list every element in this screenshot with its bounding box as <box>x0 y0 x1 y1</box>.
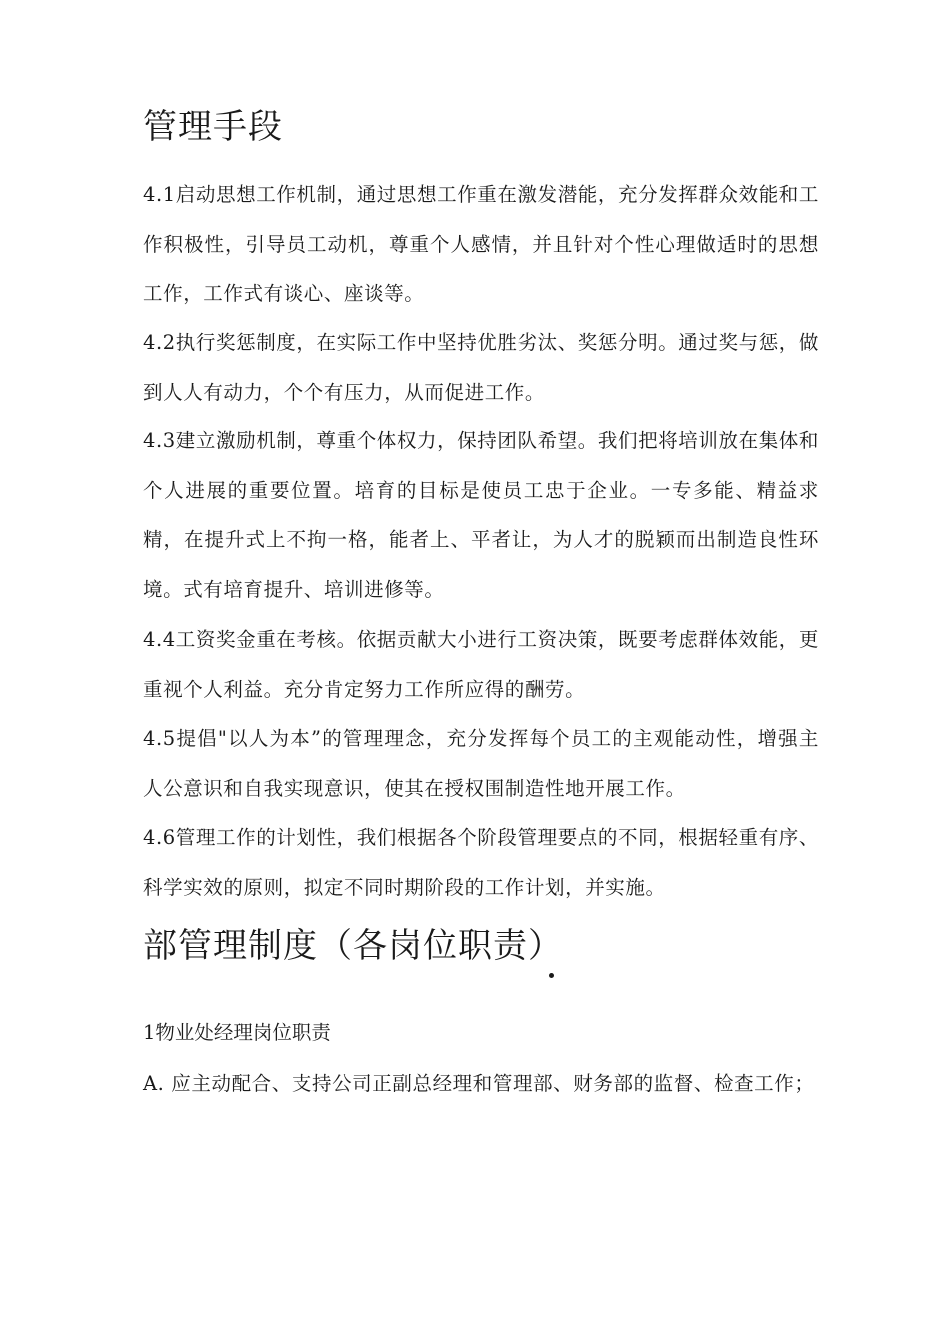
duty-item-a: A. 应主动配合、支持公司正副总经理和管理部、财务部的监督、检查工作； <box>143 1072 815 1095</box>
bullet-dot <box>549 973 554 978</box>
paragraph-4-3: 4.3建立激励机制，尊重个体权力，保持团队希望。我们把将培训放在集体和个人进展的重要位置。培育的目标是使员工忠于企业。一专多能、精益求精，在提升式上不拘一格，能者上、平者让，为人才的脱颖而出制造良性环境。式有培育提升、培训进修等。 <box>143 429 820 601</box>
subsection-title-manager-duties: 1物业处经理岗位职责 <box>143 1021 331 1044</box>
section-title-management-means: 管理手段 <box>143 107 283 147</box>
section-title-department-rules: 部管理制度（各岗位职责） <box>143 926 563 966</box>
paragraph-4-1: 4.1启动思想工作机制，通过思想工作重在激发潜能，充分发挥群众效能和工作积极性，引导员工动机，尊重个人感情，并且针对个性心理做适时的思想工作，工作式有谈心、座谈等。 <box>143 183 820 306</box>
paragraph-4-4: 4.4工资奖金重在考核。依据贡献大小进行工资决策，既要考虑群体效能，更重视个人利益。充分肯定努力工作所应得的酬劳。 <box>143 628 820 701</box>
paragraph-4-5: 4.5提倡"以人为本”的管理理念，充分发挥每个员工的主观能动性，增强主人公意识和自我实现意识，使其在授权围制造性地开展工作。 <box>143 727 819 800</box>
paragraph-4-6: 4.6管理工作的计划性，我们根据各个阶段管理要点的不同，根据轻重有序、科学实效的原则，拟定不同时期阶段的工作计划，并实施。 <box>143 826 820 899</box>
paragraph-4-2: 4.2执行奖惩制度，在实际工作中坚持优胜劣汰、奖惩分明。通过奖与惩，做到人人有动力，个个有压力，从而促进工作。 <box>143 331 820 404</box>
